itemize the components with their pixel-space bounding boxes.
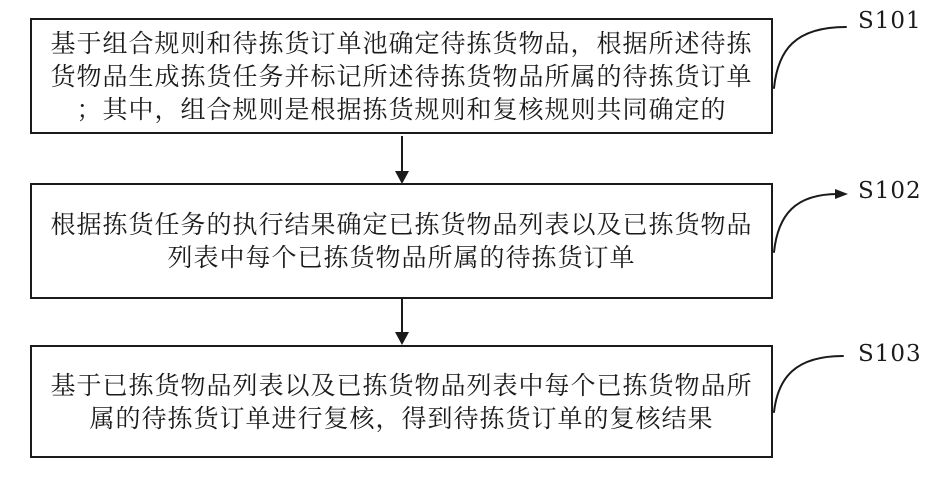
step-s101-line-1: 基于组合规则和待拣货订单池确定待拣货物品，根据所述待拣 [50, 28, 753, 58]
step-box-s102 [30, 183, 773, 299]
arrow-head-down-icon [395, 332, 409, 345]
step-s103-line-1: 基于已拣货物品列表以及已拣货物品列表中每个已拣货物品所 [50, 370, 753, 400]
step-box-s103 [30, 345, 773, 458]
step-s102-text [32, 208, 771, 274]
leader-line-s101 [774, 27, 846, 88]
step-s101-text [32, 27, 771, 126]
step-s103-line-2: 属的待拣货订单进行复核，得到待拣货订单的复核结果 [89, 403, 714, 433]
arrow-shaft [401, 136, 403, 172]
leader-arrowhead-s102 [835, 189, 848, 199]
step-s102-line-1: 根据拣货任务的执行结果确定已拣货物品列表以及已拣货物品 [50, 210, 753, 239]
step-s101-line-3: ；其中，组合规则是根据拣货规则和复核规则共同确定的 [76, 94, 727, 124]
step-label-s103: S103 [858, 341, 922, 367]
step-label-s101: S101 [858, 8, 922, 34]
flow-arrow-s101-to-s102 [395, 136, 409, 184]
step-box-s101 [30, 18, 773, 134]
flow-arrow-s102-to-s103 [395, 299, 409, 345]
step-s103-text [32, 369, 771, 435]
leader-line-s103 [774, 356, 843, 412]
step-s101-line-2: 货物品生成拣货任务并标记所述待拣货物品所属的待拣货订单 [50, 61, 753, 91]
step-label-s102: S102 [858, 178, 922, 204]
step-s102-line-2: 列表中每个已拣货物品所属的待拣货订单 [167, 243, 636, 272]
arrow-shaft [401, 299, 403, 333]
leader-line-s102 [774, 194, 838, 252]
